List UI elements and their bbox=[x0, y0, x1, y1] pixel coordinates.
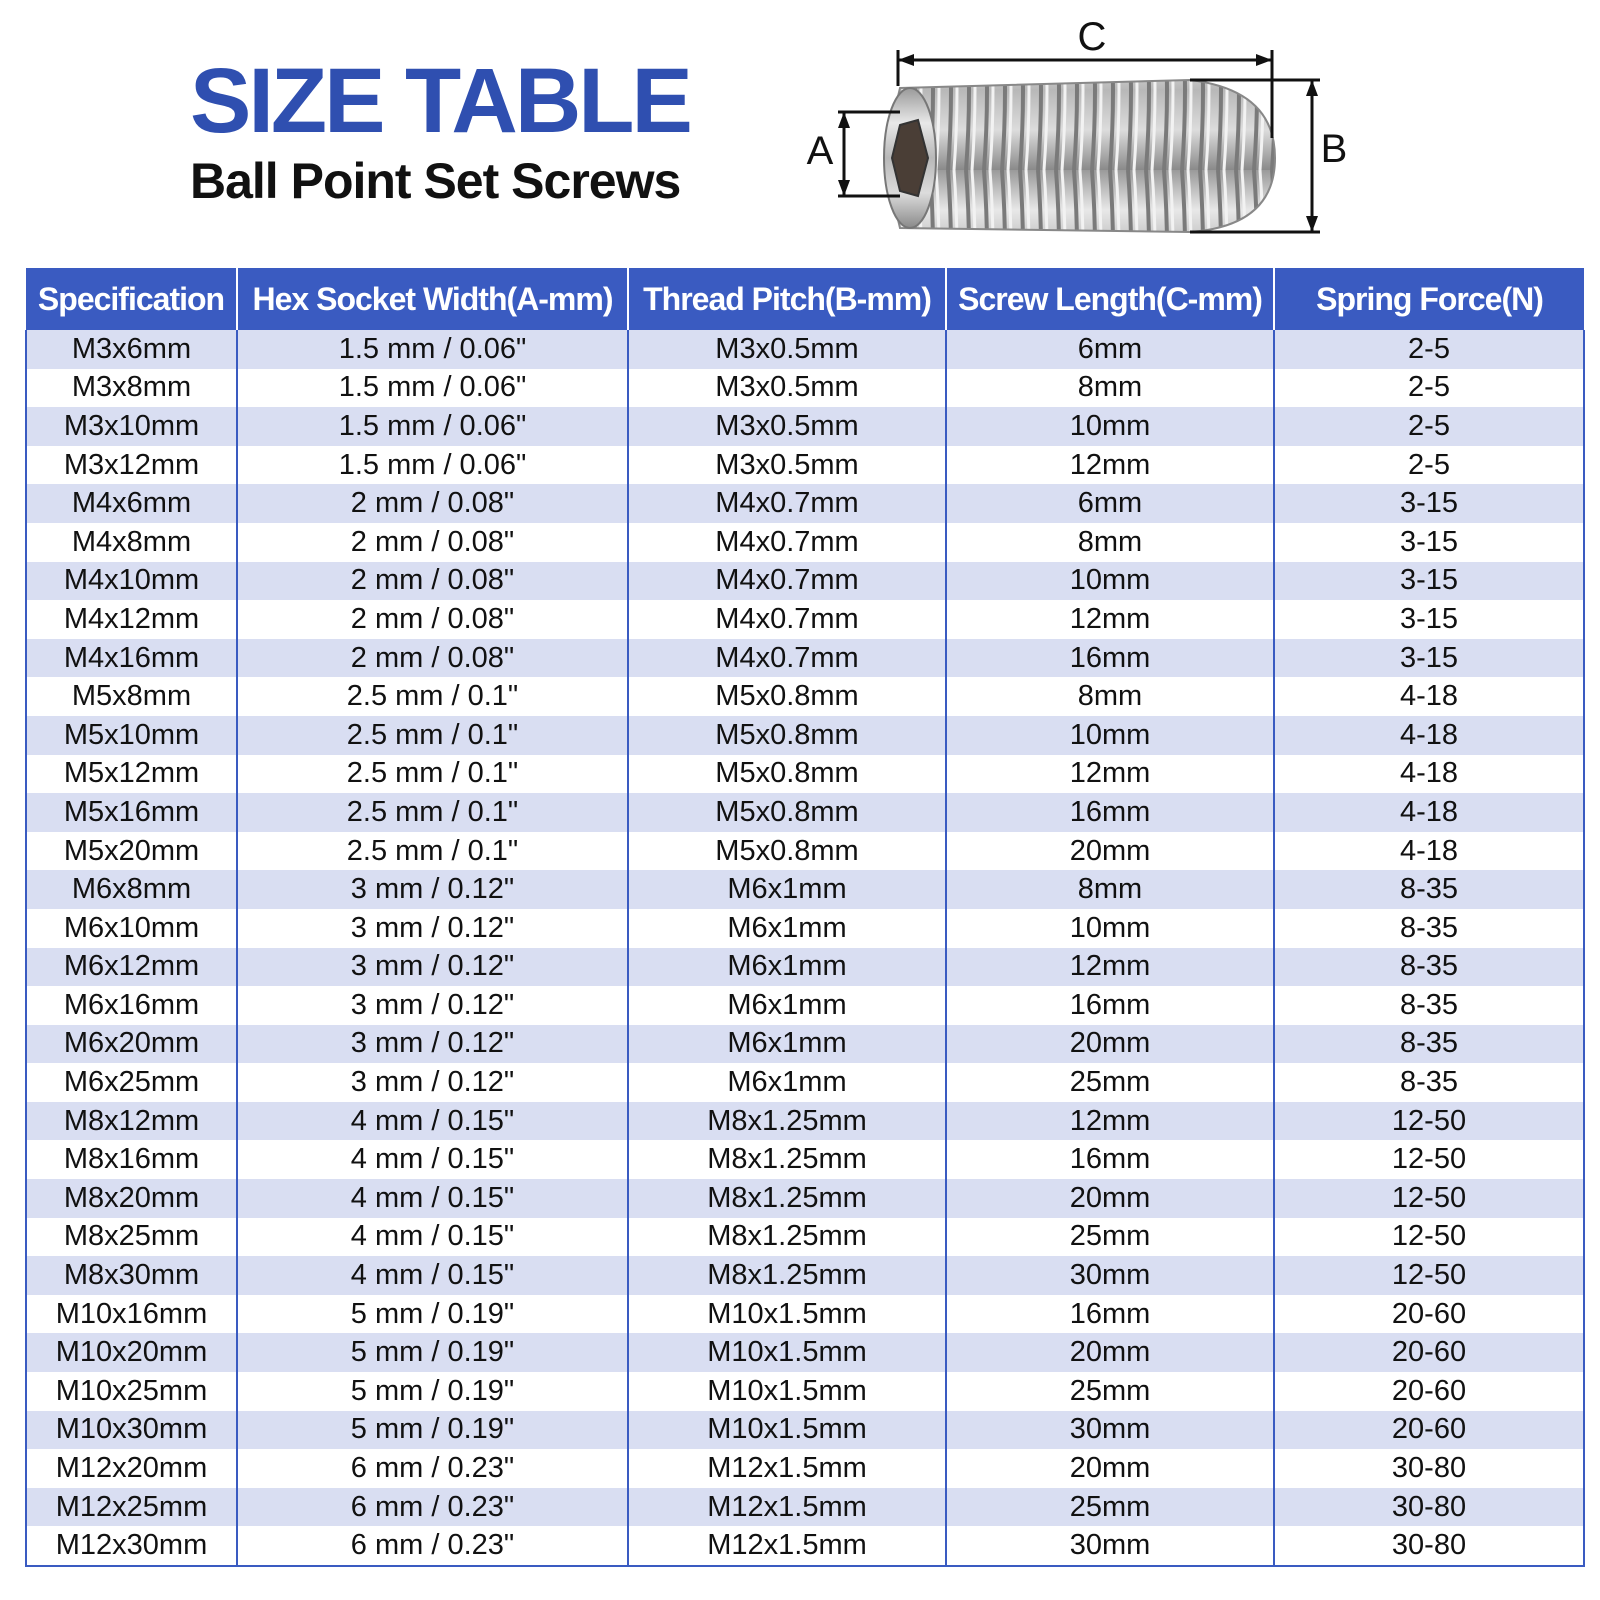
cell-spec: M4x8mm bbox=[26, 523, 237, 562]
cell-thread-pitch: M5x0.8mm bbox=[628, 832, 946, 871]
cell-spec: M5x12mm bbox=[26, 755, 237, 794]
cell-thread-pitch: M8x1.25mm bbox=[628, 1102, 946, 1141]
table-row bbox=[26, 1526, 1584, 1566]
table-row bbox=[26, 639, 1584, 678]
cell-spring-force: 4-18 bbox=[1274, 832, 1584, 871]
cell-thread-pitch: M6x1mm bbox=[628, 948, 946, 987]
cell-hex-socket-width: 1.5 mm / 0.06" bbox=[237, 446, 628, 485]
cell-hex-socket-width: 2 mm / 0.08" bbox=[237, 600, 628, 639]
cell-spring-force: 2-5 bbox=[1274, 407, 1584, 446]
cell-spring-force: 3-15 bbox=[1274, 562, 1584, 601]
cell-spring-force: 4-18 bbox=[1274, 793, 1584, 832]
cell-spring-force: 4-18 bbox=[1274, 716, 1584, 755]
label-c: C bbox=[1077, 15, 1107, 59]
table-row bbox=[26, 909, 1584, 948]
cell-spec: M6x10mm bbox=[26, 909, 237, 948]
cell-spec: M6x12mm bbox=[26, 948, 237, 987]
cell-spec: M8x12mm bbox=[26, 1102, 237, 1141]
cell-screw-length: 30mm bbox=[946, 1411, 1274, 1450]
table-row bbox=[26, 793, 1584, 832]
table-row bbox=[26, 755, 1584, 794]
cell-screw-length: 20mm bbox=[946, 1179, 1274, 1218]
cell-thread-pitch: M8x1.25mm bbox=[628, 1218, 946, 1257]
screw-diagram bbox=[800, 10, 1380, 250]
label-b: B bbox=[1320, 127, 1348, 171]
cell-thread-pitch: M10x1.5mm bbox=[628, 1411, 946, 1450]
cell-thread-pitch: M6x1mm bbox=[628, 986, 946, 1025]
cell-spring-force: 20-60 bbox=[1274, 1295, 1584, 1334]
cell-screw-length: 8mm bbox=[946, 870, 1274, 909]
cell-screw-length: 16mm bbox=[946, 639, 1274, 678]
cell-hex-socket-width: 2.5 mm / 0.1" bbox=[237, 755, 628, 794]
table-row bbox=[26, 330, 1584, 369]
cell-screw-length: 25mm bbox=[946, 1218, 1274, 1257]
cell-spec: M4x10mm bbox=[26, 562, 237, 601]
table-row bbox=[26, 1025, 1584, 1064]
column-header-screw-length: Screw Length(C-mm) bbox=[946, 268, 1274, 330]
cell-spring-force: 2-5 bbox=[1274, 369, 1584, 408]
cell-thread-pitch: M3x0.5mm bbox=[628, 369, 946, 408]
table-row bbox=[26, 832, 1584, 871]
cell-hex-socket-width: 1.5 mm / 0.06" bbox=[237, 407, 628, 446]
cell-spring-force: 3-15 bbox=[1274, 484, 1584, 523]
cell-spring-force: 4-18 bbox=[1274, 755, 1584, 794]
cell-spring-force: 8-35 bbox=[1274, 870, 1584, 909]
table-row bbox=[26, 1179, 1584, 1218]
cell-hex-socket-width: 3 mm / 0.12" bbox=[237, 986, 628, 1025]
cell-thread-pitch: M10x1.5mm bbox=[628, 1372, 946, 1411]
cell-thread-pitch: M12x1.5mm bbox=[628, 1526, 946, 1566]
cell-spring-force: 20-60 bbox=[1274, 1411, 1584, 1450]
cell-thread-pitch: M3x0.5mm bbox=[628, 446, 946, 485]
table-row bbox=[26, 716, 1584, 755]
cell-hex-socket-width: 2.5 mm / 0.1" bbox=[237, 793, 628, 832]
cell-spec: M10x30mm bbox=[26, 1411, 237, 1450]
cell-spec: M8x25mm bbox=[26, 1218, 237, 1257]
cell-thread-pitch: M5x0.8mm bbox=[628, 793, 946, 832]
size-table bbox=[25, 268, 1585, 1567]
cell-screw-length: 8mm bbox=[946, 523, 1274, 562]
title-block bbox=[190, 50, 690, 209]
cell-spring-force: 4-18 bbox=[1274, 677, 1584, 716]
cell-hex-socket-width: 4 mm / 0.15" bbox=[237, 1179, 628, 1218]
cell-hex-socket-width: 5 mm / 0.19" bbox=[237, 1372, 628, 1411]
table-row bbox=[26, 1218, 1584, 1257]
cell-screw-length: 25mm bbox=[946, 1372, 1274, 1411]
cell-screw-length: 16mm bbox=[946, 986, 1274, 1025]
cell-thread-pitch: M10x1.5mm bbox=[628, 1333, 946, 1372]
page-title: SIZE TABLE bbox=[190, 50, 690, 152]
cell-spring-force: 2-5 bbox=[1274, 446, 1584, 485]
cell-thread-pitch: M8x1.25mm bbox=[628, 1256, 946, 1295]
cell-spec: M10x20mm bbox=[26, 1333, 237, 1372]
cell-thread-pitch: M3x0.5mm bbox=[628, 407, 946, 446]
cell-thread-pitch: M6x1mm bbox=[628, 1063, 946, 1102]
screw-body bbox=[884, 80, 1275, 232]
table-row bbox=[26, 986, 1584, 1025]
cell-thread-pitch: M10x1.5mm bbox=[628, 1295, 946, 1334]
cell-hex-socket-width: 3 mm / 0.12" bbox=[237, 1063, 628, 1102]
cell-hex-socket-width: 4 mm / 0.15" bbox=[237, 1256, 628, 1295]
cell-spec: M6x16mm bbox=[26, 986, 237, 1025]
cell-spring-force: 3-15 bbox=[1274, 523, 1584, 562]
cell-thread-pitch: M6x1mm bbox=[628, 870, 946, 909]
cell-screw-length: 12mm bbox=[946, 948, 1274, 987]
cell-spec: M12x20mm bbox=[26, 1449, 237, 1488]
cell-spec: M3x6mm bbox=[26, 330, 237, 369]
table-row bbox=[26, 677, 1584, 716]
cell-screw-length: 12mm bbox=[946, 446, 1274, 485]
table-row bbox=[26, 600, 1584, 639]
column-header-thread-pitch: Thread Pitch(B-mm) bbox=[628, 268, 946, 330]
cell-spec: M4x6mm bbox=[26, 484, 237, 523]
table-row bbox=[26, 523, 1584, 562]
table-row bbox=[26, 562, 1584, 601]
table-row bbox=[26, 407, 1584, 446]
cell-thread-pitch: M8x1.25mm bbox=[628, 1140, 946, 1179]
cell-thread-pitch: M8x1.25mm bbox=[628, 1179, 946, 1218]
cell-spring-force: 2-5 bbox=[1274, 330, 1584, 369]
cell-spec: M6x20mm bbox=[26, 1025, 237, 1064]
cell-spring-force: 8-35 bbox=[1274, 909, 1584, 948]
cell-hex-socket-width: 2 mm / 0.08" bbox=[237, 639, 628, 678]
cell-spring-force: 8-35 bbox=[1274, 948, 1584, 987]
cell-thread-pitch: M6x1mm bbox=[628, 909, 946, 948]
cell-thread-pitch: M5x0.8mm bbox=[628, 677, 946, 716]
cell-spring-force: 8-35 bbox=[1274, 1025, 1584, 1064]
cell-thread-pitch: M3x0.5mm bbox=[628, 330, 946, 369]
table-row bbox=[26, 1063, 1584, 1102]
table-row bbox=[26, 1488, 1584, 1527]
cell-spec: M3x8mm bbox=[26, 369, 237, 408]
cell-thread-pitch: M5x0.8mm bbox=[628, 716, 946, 755]
cell-spring-force: 8-35 bbox=[1274, 986, 1584, 1025]
cell-hex-socket-width: 5 mm / 0.19" bbox=[237, 1333, 628, 1372]
cell-hex-socket-width: 2 mm / 0.08" bbox=[237, 523, 628, 562]
cell-screw-length: 16mm bbox=[946, 1295, 1274, 1334]
cell-hex-socket-width: 1.5 mm / 0.06" bbox=[237, 369, 628, 408]
cell-spring-force: 3-15 bbox=[1274, 600, 1584, 639]
cell-hex-socket-width: 2 mm / 0.08" bbox=[237, 484, 628, 523]
cell-thread-pitch: M4x0.7mm bbox=[628, 523, 946, 562]
cell-screw-length: 12mm bbox=[946, 755, 1274, 794]
cell-spring-force: 12-50 bbox=[1274, 1102, 1584, 1141]
cell-spec: M6x8mm bbox=[26, 870, 237, 909]
cell-screw-length: 30mm bbox=[946, 1256, 1274, 1295]
cell-spec: M12x30mm bbox=[26, 1526, 237, 1566]
cell-screw-length: 16mm bbox=[946, 793, 1274, 832]
column-header-spring-force: Spring Force(N) bbox=[1274, 268, 1584, 330]
cell-screw-length: 10mm bbox=[946, 909, 1274, 948]
cell-spec: M12x25mm bbox=[26, 1488, 237, 1527]
cell-screw-length: 8mm bbox=[946, 677, 1274, 716]
cell-spring-force: 20-60 bbox=[1274, 1333, 1584, 1372]
table-row bbox=[26, 369, 1584, 408]
cell-hex-socket-width: 4 mm / 0.15" bbox=[237, 1218, 628, 1257]
cell-hex-socket-width: 6 mm / 0.23" bbox=[237, 1488, 628, 1527]
table-row bbox=[26, 1411, 1584, 1450]
cell-hex-socket-width: 3 mm / 0.12" bbox=[237, 909, 628, 948]
cell-spec: M8x30mm bbox=[26, 1256, 237, 1295]
table-row bbox=[26, 1102, 1584, 1141]
cell-spec: M5x10mm bbox=[26, 716, 237, 755]
cell-thread-pitch: M12x1.5mm bbox=[628, 1488, 946, 1527]
cell-spec: M8x20mm bbox=[26, 1179, 237, 1218]
cell-spec: M5x20mm bbox=[26, 832, 237, 871]
table-row bbox=[26, 1295, 1584, 1334]
cell-spec: M6x25mm bbox=[26, 1063, 237, 1102]
cell-thread-pitch: M6x1mm bbox=[628, 1025, 946, 1064]
table-row bbox=[26, 1256, 1584, 1295]
table-row bbox=[26, 1372, 1584, 1411]
label-a: A bbox=[806, 129, 834, 173]
table-row bbox=[26, 1333, 1584, 1372]
cell-screw-length: 30mm bbox=[946, 1526, 1274, 1566]
cell-thread-pitch: M4x0.7mm bbox=[628, 484, 946, 523]
cell-hex-socket-width: 3 mm / 0.12" bbox=[237, 948, 628, 987]
cell-hex-socket-width: 5 mm / 0.19" bbox=[237, 1295, 628, 1334]
cell-screw-length: 10mm bbox=[946, 716, 1274, 755]
cell-spring-force: 3-15 bbox=[1274, 639, 1584, 678]
cell-spec: M4x12mm bbox=[26, 600, 237, 639]
table-row bbox=[26, 484, 1584, 523]
cell-screw-length: 20mm bbox=[946, 832, 1274, 871]
cell-thread-pitch: M4x0.7mm bbox=[628, 639, 946, 678]
cell-spring-force: 30-80 bbox=[1274, 1526, 1584, 1566]
cell-hex-socket-width: 3 mm / 0.12" bbox=[237, 870, 628, 909]
cell-screw-length: 25mm bbox=[946, 1488, 1274, 1527]
cell-spring-force: 12-50 bbox=[1274, 1218, 1584, 1257]
cell-spring-force: 12-50 bbox=[1274, 1256, 1584, 1295]
cell-thread-pitch: M4x0.7mm bbox=[628, 562, 946, 601]
cell-thread-pitch: M4x0.7mm bbox=[628, 600, 946, 639]
cell-hex-socket-width: 2 mm / 0.08" bbox=[237, 562, 628, 601]
table-row bbox=[26, 446, 1584, 485]
cell-spring-force: 30-80 bbox=[1274, 1449, 1584, 1488]
cell-spec: M5x8mm bbox=[26, 677, 237, 716]
cell-hex-socket-width: 2.5 mm / 0.1" bbox=[237, 677, 628, 716]
column-header-hex-socket-width: Hex Socket Width(A-mm) bbox=[237, 268, 628, 330]
cell-hex-socket-width: 5 mm / 0.19" bbox=[237, 1411, 628, 1450]
table-body bbox=[26, 330, 1584, 1566]
table-row bbox=[26, 948, 1584, 987]
cell-spring-force: 12-50 bbox=[1274, 1179, 1584, 1218]
cell-hex-socket-width: 2.5 mm / 0.1" bbox=[237, 832, 628, 871]
cell-hex-socket-width: 6 mm / 0.23" bbox=[237, 1449, 628, 1488]
cell-screw-length: 16mm bbox=[946, 1140, 1274, 1179]
cell-screw-length: 10mm bbox=[946, 407, 1274, 446]
cell-screw-length: 8mm bbox=[946, 369, 1274, 408]
cell-screw-length: 12mm bbox=[946, 1102, 1274, 1141]
cell-spring-force: 20-60 bbox=[1274, 1372, 1584, 1411]
cell-screw-length: 10mm bbox=[946, 562, 1274, 601]
table-row bbox=[26, 1449, 1584, 1488]
cell-screw-length: 20mm bbox=[946, 1449, 1274, 1488]
cell-spring-force: 12-50 bbox=[1274, 1140, 1584, 1179]
cell-spec: M3x12mm bbox=[26, 446, 237, 485]
cell-spec: M8x16mm bbox=[26, 1140, 237, 1179]
screw-diagram-svg bbox=[800, 10, 1380, 250]
cell-screw-length: 12mm bbox=[946, 600, 1274, 639]
cell-screw-length: 6mm bbox=[946, 484, 1274, 523]
table-header-row bbox=[26, 268, 1584, 330]
cell-thread-pitch: M5x0.8mm bbox=[628, 755, 946, 794]
cell-spec: M4x16mm bbox=[26, 639, 237, 678]
cell-hex-socket-width: 4 mm / 0.15" bbox=[237, 1140, 628, 1179]
cell-screw-length: 6mm bbox=[946, 330, 1274, 369]
cell-spring-force: 30-80 bbox=[1274, 1488, 1584, 1527]
cell-hex-socket-width: 3 mm / 0.12" bbox=[237, 1025, 628, 1064]
cell-hex-socket-width: 1.5 mm / 0.06" bbox=[237, 330, 628, 369]
page-subtitle: Ball Point Set Screws bbox=[190, 153, 681, 209]
cell-hex-socket-width: 4 mm / 0.15" bbox=[237, 1102, 628, 1141]
table-row bbox=[26, 1140, 1584, 1179]
cell-spec: M3x10mm bbox=[26, 407, 237, 446]
cell-screw-length: 20mm bbox=[946, 1333, 1274, 1372]
cell-spec: M5x16mm bbox=[26, 793, 237, 832]
table-row bbox=[26, 870, 1584, 909]
cell-screw-length: 20mm bbox=[946, 1025, 1274, 1064]
cell-spring-force: 8-35 bbox=[1274, 1063, 1584, 1102]
cell-screw-length: 25mm bbox=[946, 1063, 1274, 1102]
cell-hex-socket-width: 2.5 mm / 0.1" bbox=[237, 716, 628, 755]
cell-spec: M10x25mm bbox=[26, 1372, 237, 1411]
cell-thread-pitch: M12x1.5mm bbox=[628, 1449, 946, 1488]
column-header-spec: Specification bbox=[26, 268, 237, 330]
cell-hex-socket-width: 6 mm / 0.23" bbox=[237, 1526, 628, 1566]
cell-spec: M10x16mm bbox=[26, 1295, 237, 1334]
